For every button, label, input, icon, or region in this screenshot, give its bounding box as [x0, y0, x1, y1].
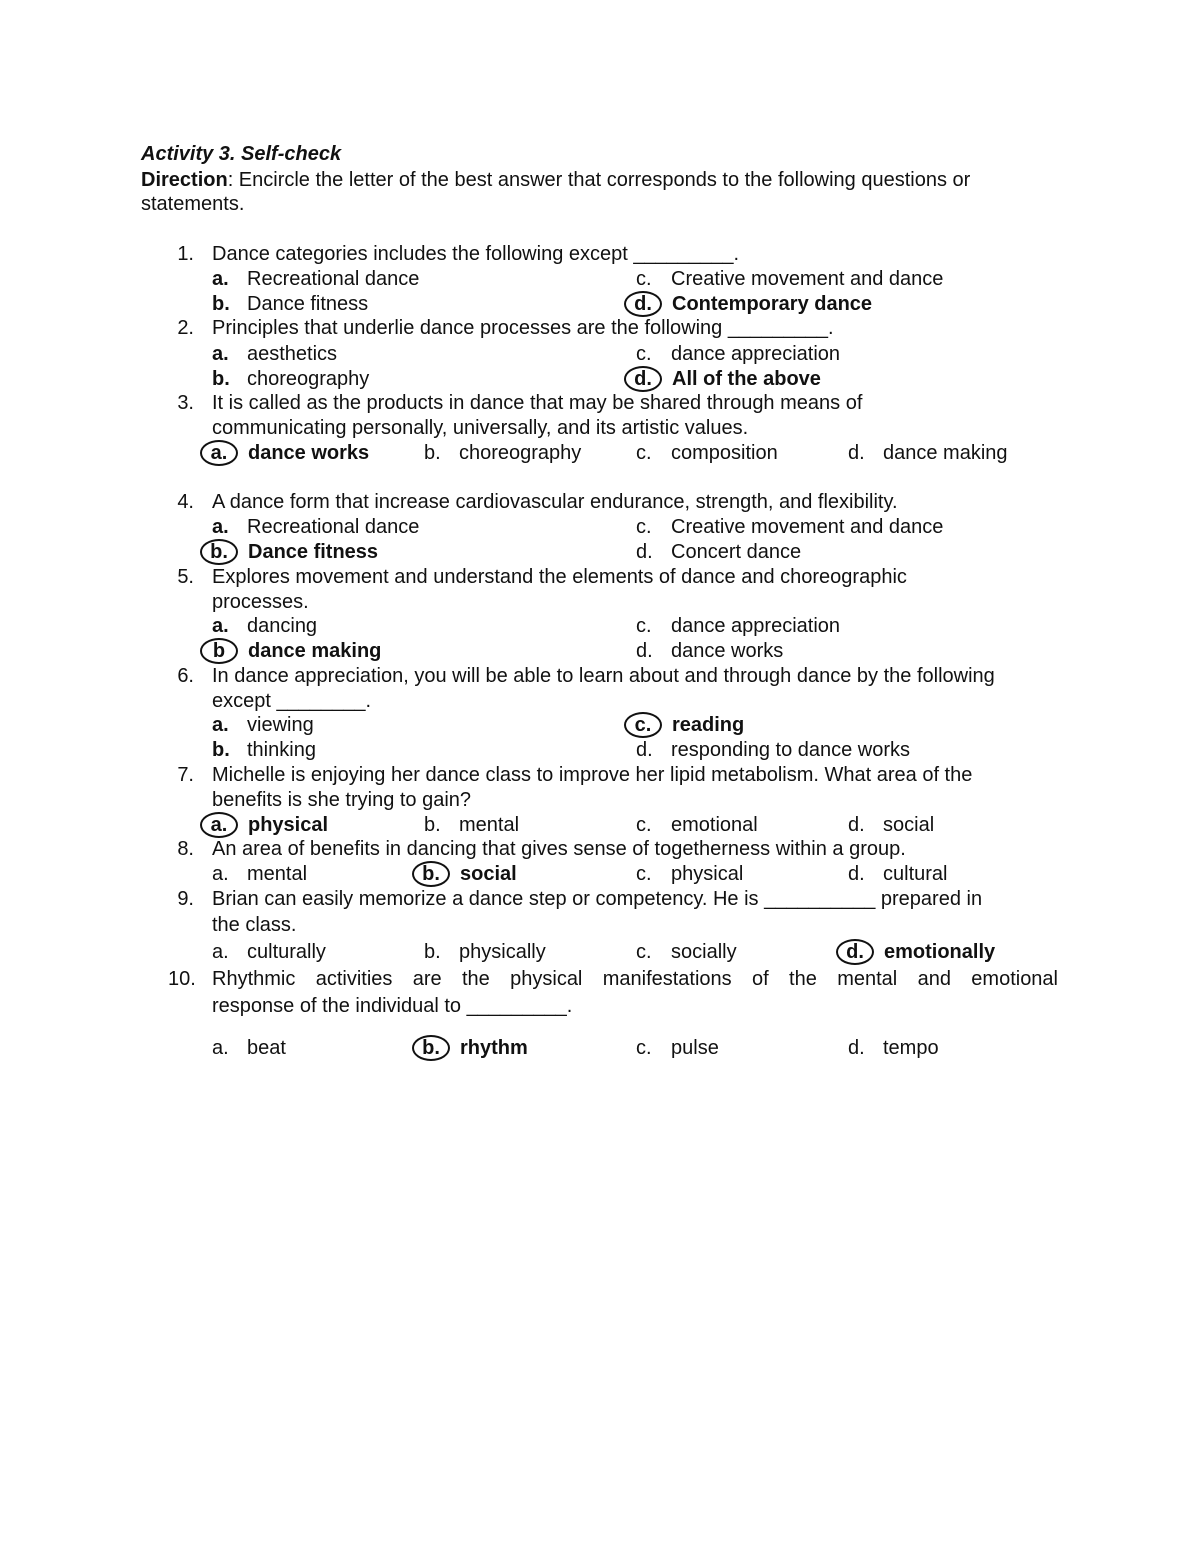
question-text: Principles that underlie dance processes are the following _________.	[212, 317, 834, 339]
option-letter: a.	[212, 268, 229, 290]
option-letter: c.	[636, 343, 652, 365]
question-text: In dance appreciation, you will be able to learn about and through dance by the following	[212, 665, 995, 687]
question-number: 9.	[177, 888, 194, 910]
option-letter: d.	[848, 442, 865, 464]
option-letter: c.	[636, 268, 652, 290]
option-text: choreography	[247, 368, 370, 390]
option-letter: a.	[212, 863, 229, 885]
option-text: physical	[248, 814, 329, 836]
option-text: cultural	[883, 863, 948, 885]
option-letter: d.	[636, 541, 653, 563]
option-text: All of the above	[672, 368, 821, 390]
option-text: beat	[247, 1037, 286, 1059]
answer-circle: c.	[624, 712, 662, 738]
option-text: aesthetics	[247, 343, 338, 365]
option-text: physical	[671, 863, 744, 885]
option-letter: b.	[424, 941, 441, 963]
option-letter: a.	[212, 941, 229, 963]
option-letter: c.	[636, 442, 652, 464]
option-letter: a.	[212, 343, 229, 365]
question-text: Rhythmic activities are the physical manifestations of the mental and emotional	[212, 968, 1058, 990]
question-text: A dance form that increase cardiovascular endurance, strength, and flexibility.	[212, 491, 898, 513]
question-number: 1.	[177, 243, 194, 265]
answer-circle: b.	[200, 539, 238, 565]
question-number: 4.	[177, 491, 194, 513]
option-letter: a.	[212, 516, 229, 538]
answer-circle: b.	[412, 861, 450, 887]
page-title: Activity 3. Self-check	[141, 143, 342, 165]
direction-text-continued: statements.	[141, 193, 245, 215]
option-text: dance making	[248, 640, 382, 662]
question-text: response of the individual to _________.	[212, 995, 573, 1017]
option-text: Dance fitness	[247, 293, 369, 315]
option-text: Concert dance	[671, 541, 802, 563]
option-letter: c.	[636, 814, 652, 836]
option-text: culturally	[247, 941, 326, 963]
question-text: Michelle is enjoying her dance class to improve her lipid metabolism. What area of the	[212, 764, 973, 786]
answer-circle: b.	[412, 1035, 450, 1061]
option-text: mental	[247, 863, 308, 885]
question-number: 7.	[177, 764, 194, 786]
question-text: Brian can easily memorize a dance step or competency. He is __________ prepared in	[212, 888, 983, 910]
question-text: An area of benefits in dancing that gives sense of togetherness within a group.	[212, 838, 906, 860]
option-letter: c.	[636, 863, 652, 885]
option-text: pulse	[671, 1037, 719, 1059]
option-text: Recreational dance	[247, 268, 420, 290]
option-letter: b.	[424, 442, 441, 464]
option-text: dance works	[671, 640, 784, 662]
direction-text: : Encircle the letter of the best answer that corresponds to the following questions or	[227, 169, 971, 191]
option-letter: a.	[212, 714, 229, 736]
question-text: the class.	[212, 914, 297, 936]
answer-circle: b	[200, 638, 238, 664]
question-text: except ________.	[212, 690, 372, 712]
option-text: Contemporary dance	[672, 293, 873, 315]
answer-circle: a.	[200, 812, 238, 838]
option-text: emotional	[671, 814, 758, 836]
option-letter: b.	[212, 739, 230, 761]
question-number: 6.	[177, 665, 194, 687]
option-text: reading	[672, 714, 745, 736]
option-text: mental	[459, 814, 520, 836]
option-letter: d.	[848, 814, 865, 836]
question-number: 3.	[177, 392, 194, 414]
option-letter: d.	[848, 863, 865, 885]
question-text: Dance categories includes the following except _________.	[212, 243, 740, 265]
option-text: composition	[671, 442, 778, 464]
option-letter: d.	[636, 739, 653, 761]
option-text: thinking	[247, 739, 316, 761]
answer-circle: d.	[624, 366, 662, 392]
option-letter: c.	[636, 615, 652, 637]
option-text: socially	[671, 941, 737, 963]
option-text: physically	[459, 941, 546, 963]
option-letter: d.	[848, 1037, 865, 1059]
option-text: dance making	[883, 442, 1008, 464]
answer-circle: a.	[200, 440, 238, 466]
option-letter: a.	[212, 615, 229, 637]
option-text: rhythm	[460, 1037, 528, 1059]
option-text: Creative movement and dance	[671, 268, 944, 290]
option-text: dancing	[247, 615, 318, 637]
option-letter: a.	[212, 1037, 229, 1059]
direction-line	[141, 168, 970, 192]
option-letter: b.	[212, 293, 230, 315]
option-text: dance appreciation	[671, 343, 841, 365]
answer-circle: d.	[836, 939, 874, 965]
option-letter: b.	[424, 814, 441, 836]
question-number: 10.	[168, 968, 196, 990]
option-letter: b.	[212, 368, 230, 390]
question-number: 2.	[177, 317, 194, 339]
question-text: communicating personally, universally, and its artistic values.	[212, 417, 749, 439]
option-text: emotionally	[884, 941, 996, 963]
option-text: Dance fitness	[248, 541, 379, 563]
question-text: Explores movement and understand the elements of dance and choreographic	[212, 566, 907, 588]
option-text: responding to dance works	[671, 739, 911, 761]
option-text: choreography	[459, 442, 582, 464]
option-text: viewing	[247, 714, 314, 736]
option-text: Recreational dance	[247, 516, 420, 538]
option-text: social	[883, 814, 935, 836]
question-number: 8.	[177, 838, 194, 860]
option-text: dance appreciation	[671, 615, 841, 637]
question-text: benefits is she trying to gain?	[212, 789, 472, 811]
question-text: It is called as the products in dance that may be shared through means of	[212, 392, 863, 414]
option-letter: d.	[636, 640, 653, 662]
option-text: social	[460, 863, 517, 885]
option-text: dance works	[248, 442, 370, 464]
option-letter: c.	[636, 516, 652, 538]
option-letter: c.	[636, 1037, 652, 1059]
question-text: processes.	[212, 591, 309, 613]
direction-label: Direction	[141, 169, 228, 191]
option-text: tempo	[883, 1037, 939, 1059]
question-number: 5.	[177, 566, 194, 588]
option-text: Creative movement and dance	[671, 516, 944, 538]
answer-circle: d.	[624, 291, 662, 317]
option-letter: c.	[636, 941, 652, 963]
